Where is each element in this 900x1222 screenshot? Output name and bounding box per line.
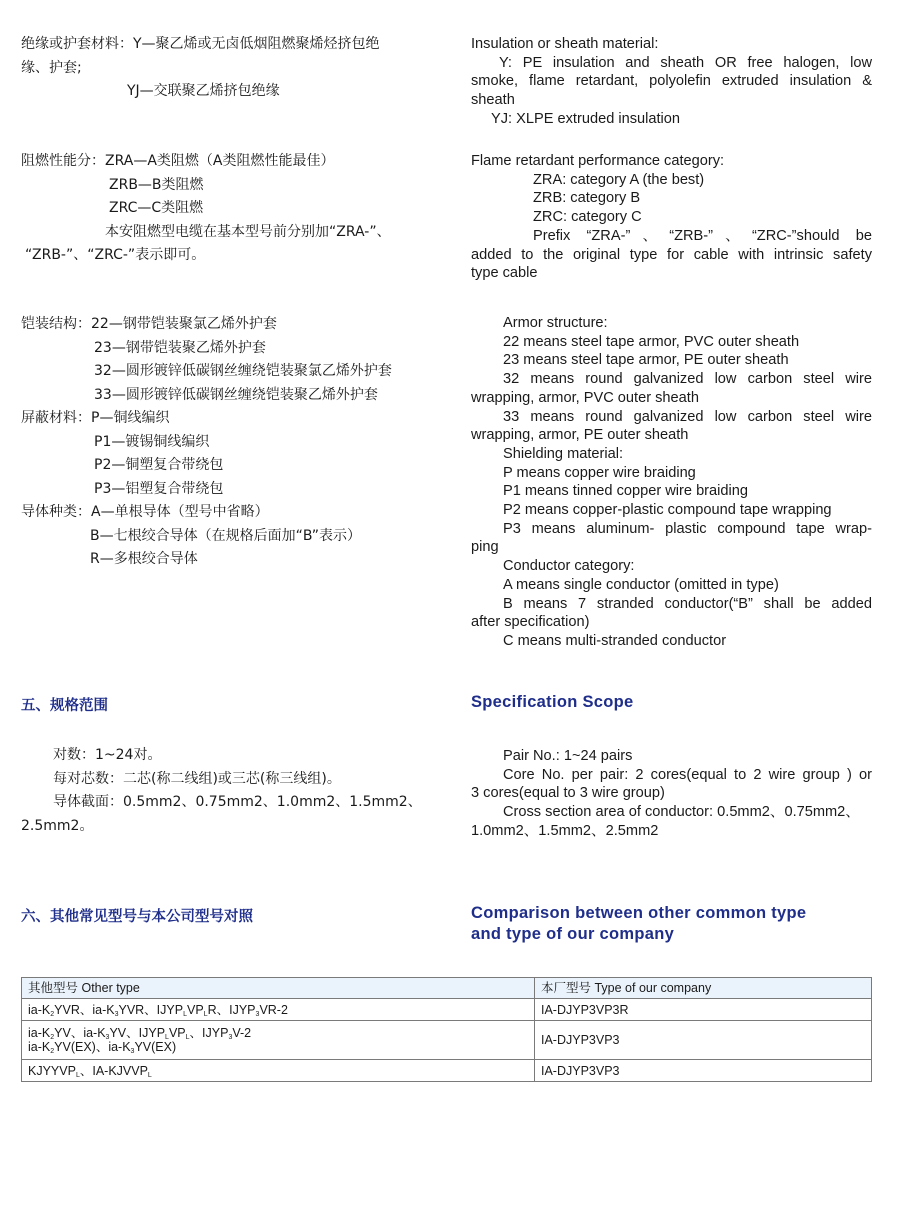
- other-type-cell: $ia-K_2YV$、$ia-K_3YV$、$IJYP_LVP_L$、$IJYP_3V-2$ $ia-K_2YV(EX)$、$ia-K_3YV(EX)$: [22, 1021, 535, 1060]
- shield-en-title: Shielding material:: [503, 445, 624, 462]
- table-row: [22, 1060, 872, 1082]
- insulation-cn-line2: 缘、护套;: [21, 59, 82, 76]
- section6-heading-en-line2: and type of our company: [471, 925, 675, 943]
- conductor-cn-b: B—七根绞合导体（在规格后面加“B”表示）: [90, 527, 361, 544]
- structure-en: [471, 314, 872, 651]
- table-header-row: [22, 978, 872, 999]
- section5-heading-en: Specification Scope: [471, 693, 634, 711]
- shield-cn-p3: P3—铝塑复合带绕包: [94, 480, 224, 497]
- flame-en-zra: ZRA: category A (the best): [533, 171, 705, 188]
- conductor-en-a: A means single conductor (omitted in type): [503, 576, 779, 593]
- armor-en-32b: wrapping, armor, PVC outer sheath: [471, 389, 699, 406]
- conductor-en-b1: B means 7 stranded conductor(“B” shall be added: [503, 595, 872, 612]
- armor-cn-33: 33—圆形镀锌低碳钢丝缠绕铠装聚乙烯外护套: [94, 386, 378, 403]
- header-other-type: 其他型号 Other type: [22, 978, 535, 999]
- shield-en-p1: P1 means tinned copper wire braiding: [503, 483, 748, 500]
- armor-en-22: 22 means steel tape armor, PVC outer sheath: [503, 333, 800, 350]
- table-row: [22, 1021, 872, 1060]
- armor-cn-23: 23—钢带铠装聚乙烯外护套: [94, 339, 266, 356]
- armor-en-33b: wrapping, armor, PE outer sheath: [471, 427, 689, 444]
- section5-heading-cn: 五、规格范围: [21, 698, 108, 714]
- conductor-en-c: C means multi-stranded conductor: [503, 632, 727, 649]
- flame-en-zrb: ZRB: category B: [533, 190, 641, 207]
- insulation-en: [471, 35, 872, 129]
- section6-heading-en-line1: Comparison between other common type: [471, 904, 807, 922]
- flame-en-zrc: ZRC: category C: [533, 209, 642, 226]
- armor-en-title: Armor structure:: [503, 315, 608, 331]
- insulation-en-title: Insulation or sheath material:: [471, 36, 659, 52]
- shield-en-p3a: P3 means aluminum- plastic compound tape wrap-: [503, 520, 872, 537]
- section5-cn: [21, 744, 461, 838]
- section6-heading-en: [471, 903, 872, 945]
- insulation-en-yj: YJ: XLPE extruded insulation: [491, 110, 681, 127]
- section5-en-cross1: Cross section area of conductor: 0.5mm2、0.75mm2、: [503, 804, 860, 821]
- flame-en: [471, 152, 872, 283]
- header-our-type: 本厂型号 Type of our company: [535, 978, 872, 999]
- section5-en-cross2: 1.0mm2、1.5mm2、2.5mm2: [471, 822, 659, 839]
- shield-en-p2: P2 means copper-plastic compound tape wrapping: [503, 502, 832, 519]
- insulation-en-y-line3: sheath: [471, 92, 515, 109]
- section6-heading-cn: 六、其他常见型号与本公司型号对照: [21, 909, 253, 925]
- section5-en-pairs: Pair No.: 1~24 pairs: [503, 748, 633, 764]
- shield-cn-p: 屏蔽材料：P—铜线编织: [21, 410, 170, 426]
- other-type-cell: $KJYYVP_L$、$IA-KJVVP_L$: [22, 1060, 535, 1082]
- flame-cn-zrb: ZRB—B类阻燃: [109, 176, 204, 193]
- flame-cn-zrc: ZRC—C类阻燃: [109, 200, 204, 216]
- insulation-en-y-line1: Y: PE insulation and sheath OR free halogen, low: [499, 54, 872, 71]
- shield-cn-p1: P1—镀锡铜线编织: [94, 433, 210, 450]
- section5-cn-pairs: 对数：1~24对。: [53, 747, 162, 763]
- section5-en-cores2: 3 cores(equal to 3 wire group): [471, 785, 665, 802]
- flame-cn-note2: “ZRB-”、“ZRC-”表示即可。: [25, 247, 206, 263]
- our-type-cell: IA-DJYP3VP3: [535, 1060, 872, 1082]
- section5-cn-cross2: 2.5mm2。: [21, 817, 94, 834]
- table-row: [22, 999, 872, 1021]
- flame-en-title: Flame retardant performance category:: [471, 153, 725, 169]
- section5-cn-cross1: 导体截面：0.5mm2、0.75mm2、1.0mm2、1.5mm2、: [53, 794, 422, 810]
- insulation-cn-line3: YJ—交联聚乙烯挤包绝缘: [127, 83, 280, 99]
- shield-cn-p2: P2—铜塑复合带绕包: [94, 457, 224, 473]
- armor-en-32a: 32 means round galvanized low carbon steel wire: [503, 371, 872, 388]
- insulation-cn: [21, 33, 461, 104]
- conductor-cn-r: R—多根绞合导体: [90, 551, 198, 567]
- conductor-cn-a: 导体种类：A—单根导体（型号中省略）: [21, 504, 269, 520]
- insulation-cn-line1: 绝缘或护套材料：Y—聚乙烯或无卤低烟阻燃聚烯烃挤包绝: [21, 36, 380, 52]
- conductor-en-title: Conductor category:: [503, 558, 635, 575]
- conductor-en-b2: after specification): [471, 614, 590, 631]
- armor-en-33a: 33 means round galvanized low carbon steel wire: [503, 408, 872, 425]
- flame-en-prefix1: Prefix “ZRA-”、“ZRB-”、“ZRC-”should be: [533, 227, 872, 244]
- section5-en-cores1: Core No. per pair: 2 cores(equal to 2 wire group ) or: [503, 766, 872, 783]
- comparison-table: [21, 977, 872, 1082]
- armor-en-23: 23 means steel tape armor, PE outer sheath: [503, 352, 789, 369]
- structure-cn: [21, 313, 461, 572]
- section5-cn-cores: 每对芯数：二芯(称二线组)或三芯(称三线组)。: [53, 770, 341, 787]
- flame-en-prefix3: type cable: [471, 265, 538, 282]
- armor-cn-22: 铠装结构：22—钢带铠装聚氯乙烯外护套: [21, 316, 277, 332]
- flame-en-prefix2: added to the original type for cable with intrinsic safety: [471, 246, 872, 263]
- flame-cn-line1: 阻燃性能分：ZRA—A类阻燃（A类阻燃性能最佳）: [21, 153, 335, 169]
- our-type-cell: IA-DJYP3VP3: [535, 1021, 872, 1060]
- shield-en-p3b: ping: [471, 539, 499, 556]
- section5-en: [471, 747, 872, 841]
- insulation-en-y-line2: smoke, flame retardant, polyolefin extruded insulation &: [471, 73, 872, 90]
- armor-cn-32: 32—圆形镀锌低碳钢丝缠绕铠装聚氯乙烯外护套: [94, 363, 392, 379]
- our-type-cell: IA-DJYP3VP3R: [535, 999, 872, 1021]
- flame-cn-note1: 本安阻燃型电缆在基本型号前分别加“ZRA-”、: [105, 223, 391, 240]
- other-type-cell: $ia-K_2YVR$、$ia-K_3YVR$、$IJYP_LVP_LR$、$IJYP_3VR-2$: [22, 999, 535, 1021]
- flame-cn: [21, 150, 461, 268]
- shield-en-p: P means copper wire braiding: [503, 464, 696, 481]
